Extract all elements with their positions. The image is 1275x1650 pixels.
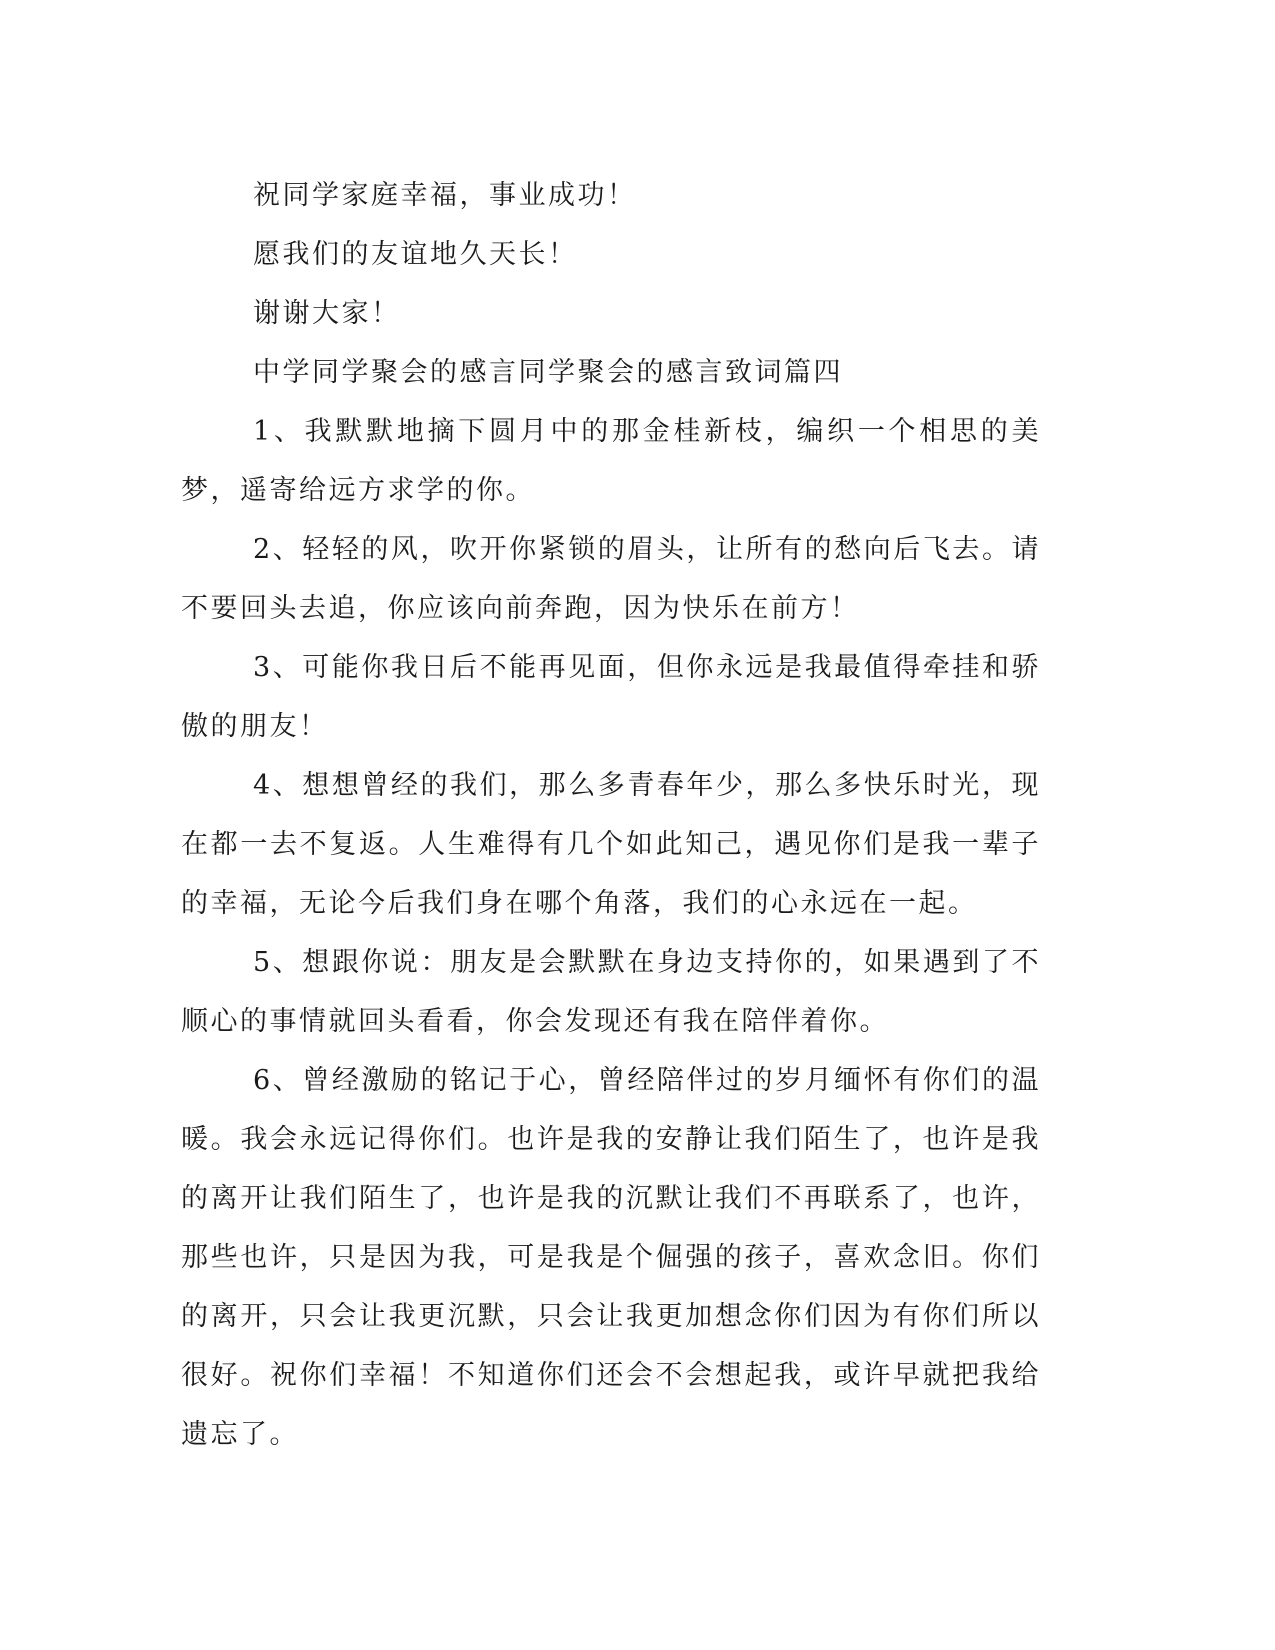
list-item-4: 4、想想曾经的我们，那么多青春年少，那么多快乐时光，现在都一去不复返。人生难得有几个如此知己，遇见你们是我一辈子的幸福，无论今后我们身在哪个角落，我们的心永远在一起。 [181,770,1041,919]
list-item-2: 2、轻轻的风，吹开你紧锁的眉头，让所有的愁向后飞去。请不要回头去追，你应该向前奔跑，因为快乐在前方！ [181,534,1041,624]
closing-wish-line: 祝同学家庭幸福，事业成功！ [253,180,637,211]
list-item-1: 1、我默默地摘下圆月中的那金桂新枝，编织一个相思的美梦，遥寄给远方求学的你。 [181,416,1041,506]
list-item-3: 3、可能你我日后不能再见面，但你永远是我最值得牵挂和骄傲的朋友！ [181,652,1041,742]
thanks-line: 谢谢大家！ [253,298,401,329]
section-heading: 中学同学聚会的感言同学聚会的感言致词篇四 [253,357,843,388]
document-body [181,166,1041,1464]
list-item-6: 6、曾经激励的铭记于心，曾经陪伴过的岁月缅怀有你们的温暖。我会永远记得你们。也许是我的安静让我们陌生了，也许是我的离开让我们陌生了，也许是我的沉默让我们不再联系了，也许，那些也许，只是因为我，可是我是个倔强的孩子，喜欢念旧。你们的离开，只会让我更沉默，只会让我更加想念你们因为有你们所以很好。祝你们幸福！不知道你们还会不会想起我，或许早就把我给遗忘了。 [181,1065,1041,1450]
list-item-5: 5、想跟你说：朋友是会默默在身边支持你的，如果遇到了不顺心的事情就回头看看，你会发现还有我在陪伴着你。 [181,947,1041,1037]
friendship-wish-line: 愿我们的友谊地久天长！ [253,239,578,270]
